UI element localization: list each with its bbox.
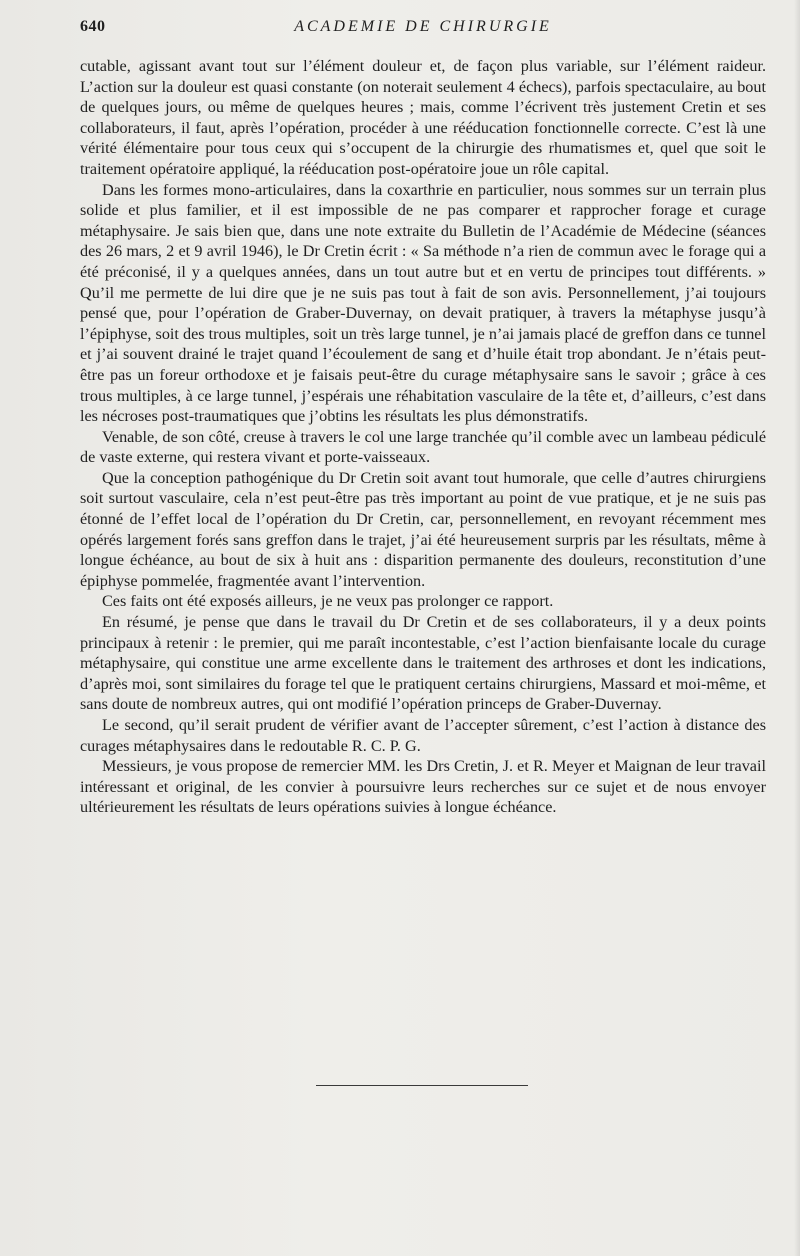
paragraph: Le second, qu’il serait prudent de vérifier avant de l’accepter sûrement, c’est l’action à distance des curages métaphysaires dans le redoutable R. C. P. G. (80, 716, 766, 755)
page-header (80, 18, 766, 44)
running-title: ACADEMIE DE CHIRURGIE (294, 18, 552, 35)
paragraph-continuation: cutable, agissant avant tout sur l’élément douleur et, de façon plus variable, sur l’élément raideur. L’action sur la douleur est quasi constante (on noterait seulement 4 échecs), parfois spectaculaire, au bout de quelques jours, ou même de quelques heures ; mais, comme l’écrivent très justement Cretin et ses collaborateurs, il faut, après l’opération, procéder à une rééducation fonctionnelle correcte. C’est là une vérité élémentaire pour tous ceux qui s’occupent de la chirurgie des rhumatismes et, quel que soit le traitement opératoire appliqué, la rééducation post-opératoire joue un rôle capital. (80, 57, 766, 178)
section-end-rule (316, 1085, 528, 1086)
page-edge-shadow (794, 0, 800, 1256)
paragraph: Ces faits ont été exposés ailleurs, je ne veux pas prolonger ce rapport. (102, 592, 554, 611)
article-body (80, 56, 766, 818)
page-number: 640 (80, 18, 106, 35)
paragraph: Dans les formes mono-articulaires, dans la coxarthrie en particulier, nous sommes sur un terrain plus solide et plus familier, et il est impossible de ne pas comparer et rapprocher forage et curage métaphysaire. Je sais bien que, dans une note extraite du Bulletin de l’Académie de Médecine (séances des 26 mars, 2 et 9 avril 1946), le Dr Cretin écrit : « Sa méthode n’a rien de commun avec le forage qui a été préconisé, il y a quelques années, dans un tout autre but et en vertu de principes tout différents. » Qu’il me permette de lui dire que je ne suis pas tout à fait de son avis. Personnellement, j’ai toujours pensé que, pour l’opération de Graber-Duvernay, on devait pratiquer, à travers la métaphyse jusqu’à l’épiphyse, soit des trous multiples, soit un très large tunnel, je n’ai jamais placé de greffon dans ce tunnel et j’ai souvent drainé le trajet quand l’écoulement de sang et d’huile était trop abondant. Je n’étais peut-être pas un foreur orthodoxe et je faisais peut-être du curage métaphysaire sans le savoir ; grâce à ces trous multiples, à ce large tunnel, j’espérais une réhabitation vasculaire de la tête et, d’ailleurs, c’est dans les nécroses post-traumatiques que j’obtins les résultats les plus démonstratifs. (80, 180, 766, 426)
paragraph: Que la conception pathogénique du Dr Cretin soit avant tout humorale, que celle d’autres chirurgiens soit surtout vasculaire, cela n’est peut-être pas très important au point de vue pratique, et je ne suis pas étonné de l’effet local de l’opération du Dr Cretin, car, personnellement, en revoyant récemment mes opérés largement forés sans greffon dans le trajet, j’ai été heureusement surpris par les résultats, même à longue échéance, au bout de six à huit ans : disparition permanente des douleurs, reconstitution d’une épiphyse pommelée, fragmentée avant l’intervention. (80, 468, 766, 590)
paragraph: Messieurs, je vous propose de remercier MM. les Drs Cretin, J. et R. Meyer et Maignan de leur travail intéressant et original, de les convier à poursuivre leurs recherches sur ce sujet et de nous envoyer ultérieurement les résultats de leurs opérations suivies à longue échéance. (80, 757, 766, 817)
paragraph: Venable, de son côté, creuse à travers le col une large tranchée qu’il comble avec un lambeau pédiculé de vaste externe, qui restera vivant et porte-vaisseaux. (80, 427, 766, 467)
paragraph: En résumé, je pense que dans le travail du Dr Cretin et de ses collaborateurs, il y a deux points principaux à retenir : le premier, qui me paraît incontestable, c’est l’action bienfaisante locale du curage métaphysaire, qui constitue une arme excellente dans le traitement des arthroses et dont les indications, d’après moi, sont similaires du forage tel que le pratiquent certains chirurgiens, Massard et moi-même, et sans doute de nombreux autres, qui ont modifié l’opération princeps de Graber-Duvernay. (80, 613, 766, 714)
